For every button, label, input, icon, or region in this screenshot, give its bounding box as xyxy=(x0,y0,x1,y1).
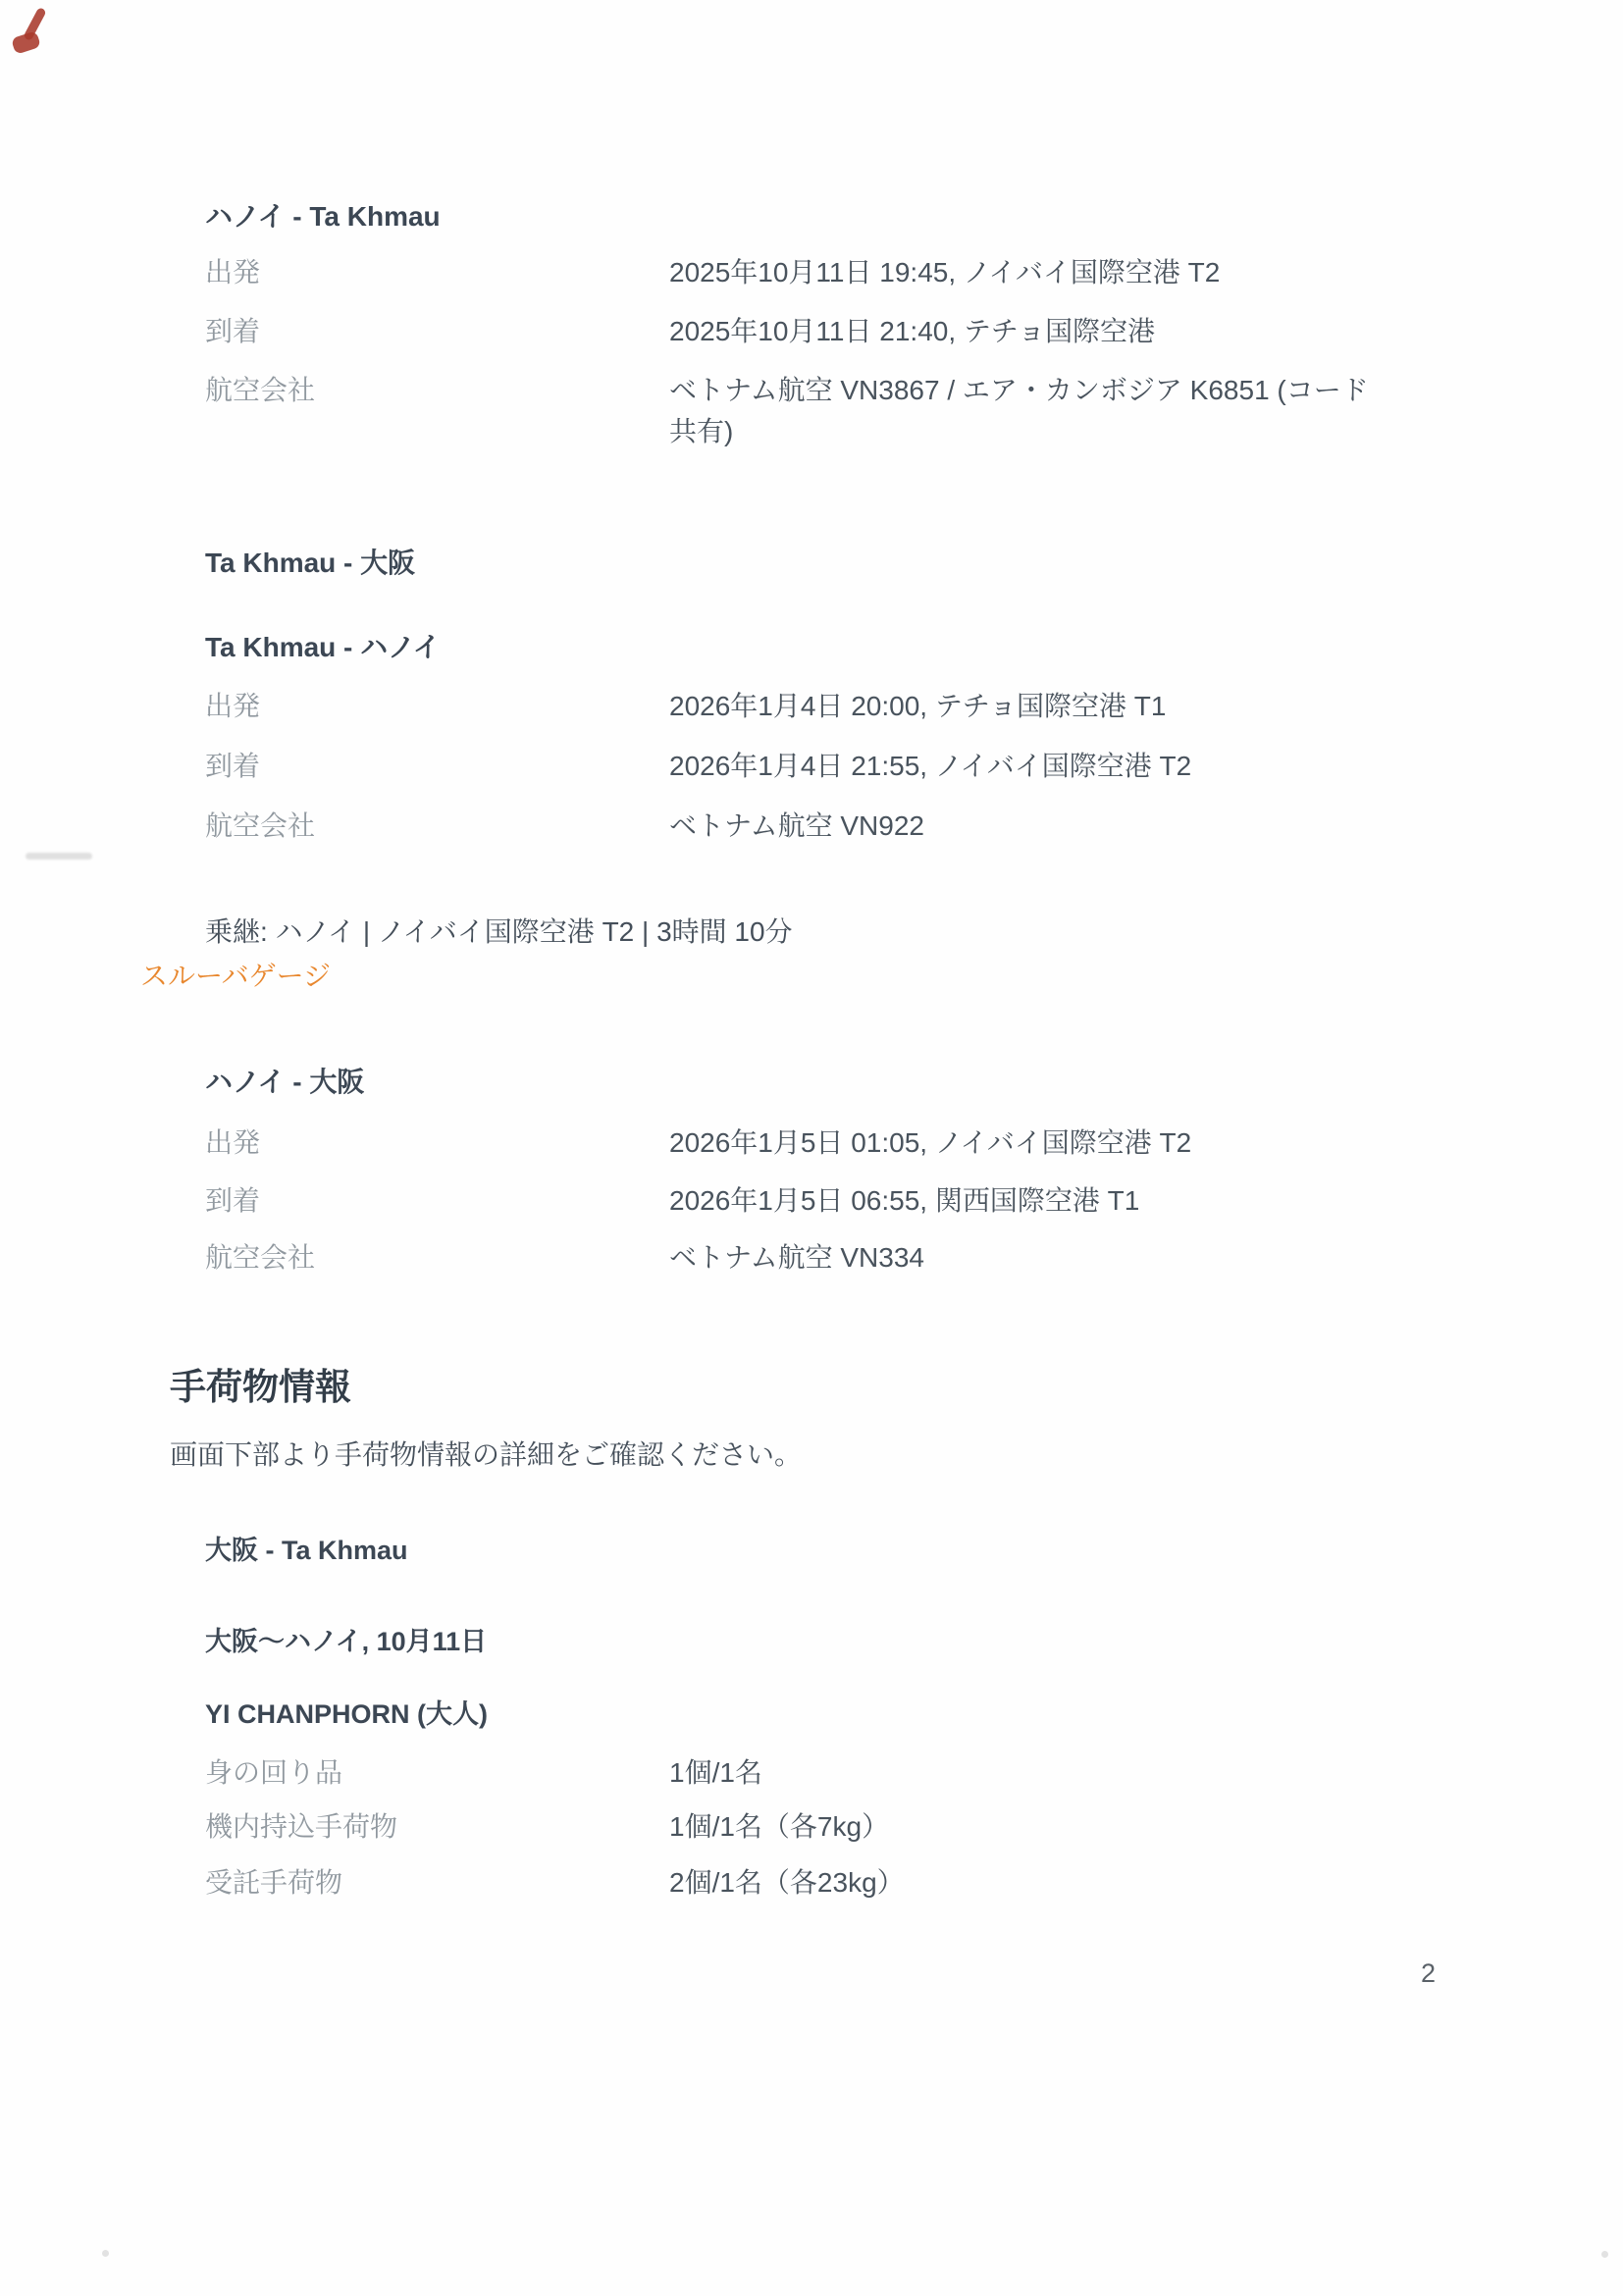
baggage-leg-heading: 大阪〜ハノイ, 10月11日 xyxy=(205,1627,488,1656)
baggage-label: 受託手荷物 xyxy=(205,1867,343,1898)
detail-row xyxy=(205,1122,1530,1164)
baggage-label: 身の回り品 xyxy=(205,1757,343,1788)
detail-label: 出発 xyxy=(205,257,261,287)
detail-label: 航空会社 xyxy=(205,810,316,841)
baggage-note: 画面下部より手荷物情報の詳細をご確認ください。 xyxy=(170,1439,803,1470)
detail-row xyxy=(205,1237,1530,1278)
detail-row xyxy=(205,252,1530,293)
route-heading-hanoi-takhmau: ハノイ - Ta Khmau xyxy=(205,201,441,232)
page-number: 2 xyxy=(1421,1958,1437,1988)
detail-label: 航空会社 xyxy=(205,375,316,405)
detail-value: 2026年1月4日 21:55, ノイバイ国際空港 T2 xyxy=(669,751,1192,781)
detail-label: 到着 xyxy=(205,1185,261,1216)
detail-label: 航空会社 xyxy=(205,1242,316,1273)
route-heading-hanoi-osaka: ハノイ - 大阪 xyxy=(205,1067,365,1097)
detail-row xyxy=(205,686,1530,727)
detail-label: 到着 xyxy=(205,751,261,781)
baggage-label: 機内持込手荷物 xyxy=(205,1811,398,1842)
detail-label: 到着 xyxy=(205,316,261,346)
detail-row xyxy=(205,1180,1530,1222)
through-baggage-link[interactable]: スルーバゲージ xyxy=(140,961,332,991)
detail-value: ベトナム航空 VN922 xyxy=(669,810,924,841)
route-heading-takhmau-osaka: Ta Khmau - 大阪 xyxy=(205,548,416,578)
detail-row xyxy=(205,746,1530,787)
scan-smudge xyxy=(26,853,92,860)
baggage-row xyxy=(205,1862,1530,1904)
transfer-note: 乗継: ハノイ | ノイバイ国際空港 T2 | 3時間 10分 xyxy=(205,916,793,947)
scan-speck xyxy=(102,2250,109,2257)
red-pen-mark xyxy=(11,30,41,55)
baggage-value: 1個/1名（各7kg） xyxy=(669,1811,890,1842)
baggage-value: 1個/1名 xyxy=(669,1757,762,1788)
baggage-value: 2個/1名（各23kg） xyxy=(669,1867,905,1898)
detail-row xyxy=(205,806,1530,847)
baggage-heading: 手荷物情報 xyxy=(170,1367,351,1407)
scan-speck xyxy=(1601,2251,1608,2258)
detail-label: 出発 xyxy=(205,691,261,721)
route-heading-takhmau-hanoi: Ta Khmau - ハノイ xyxy=(205,632,441,662)
detail-value: 2025年10月11日 19:45, ノイバイ国際空港 T2 xyxy=(669,257,1221,287)
baggage-route-heading: 大阪 - Ta Khmau xyxy=(205,1536,408,1565)
detail-row xyxy=(205,311,1530,352)
passenger-name: YI CHANPHORN (大人) xyxy=(205,1699,488,1729)
detail-value: 2025年10月11日 21:40, テチョ国際空港 xyxy=(669,316,1156,346)
detail-value: 2026年1月5日 01:05, ノイバイ国際空港 T2 xyxy=(669,1127,1192,1158)
detail-row xyxy=(205,370,1530,452)
detail-value: 2026年1月5日 06:55, 関西国際空港 T1 xyxy=(669,1185,1140,1216)
detail-label: 出発 xyxy=(205,1127,261,1158)
detail-value: 2026年1月4日 20:00, テチョ国際空港 T1 xyxy=(669,691,1167,721)
detail-value: ベトナム航空 VN334 xyxy=(669,1242,924,1273)
baggage-row xyxy=(205,1806,1530,1848)
detail-value: ベトナム航空 VN3867 / エア・カンボジア K6851 (コード共有) xyxy=(669,375,1369,446)
baggage-row xyxy=(205,1752,1530,1794)
